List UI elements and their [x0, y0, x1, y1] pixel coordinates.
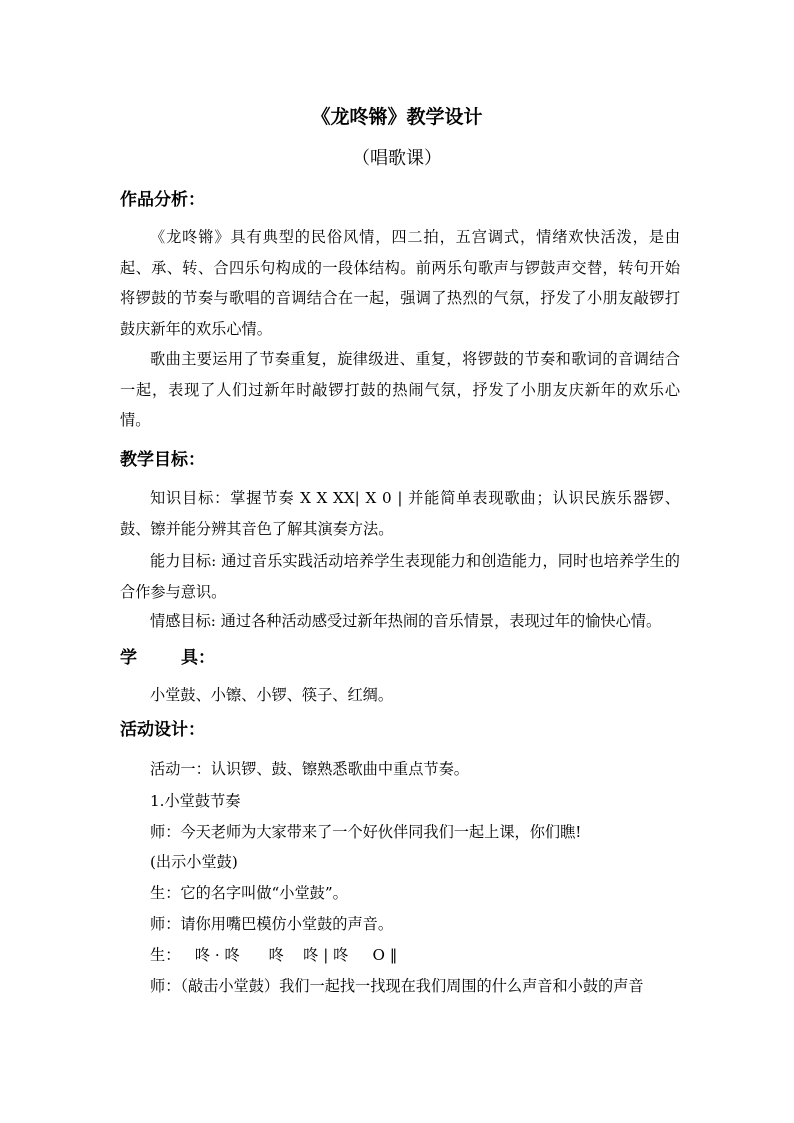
tools-heading-part-a: 学 — [120, 648, 137, 668]
activity-line: 师：（敲击小堂鼓）我们一起找一找现在我们周围的什么声音和小鼓的声音 — [150, 977, 644, 995]
tools-heading-part-b: 具： — [181, 648, 215, 668]
document-subtitle: （唱歌课） — [352, 148, 442, 169]
goal-knowledge: 知识目标：掌握节奏 X X XX| X 0 | 并能简单表现歌曲；认识民族乐器锣、鼓、镲并能分辨其音色了解其演奏方法。 — [120, 489, 680, 538]
goal-emotion: 情感目标: 通过各种活动感受过新年热闹的音乐情景，表现过年的愉快心情。 — [150, 612, 662, 630]
analysis-paragraph-1: 《龙咚锵》具有典型的民俗风情，四二拍，五宫调式，情绪欢快活泼，是由起、承、转、合四乐句构成的一段体结构。前两乐句歌声与锣鼓声交替，转句开始将锣鼓的节奏与歌唱的音调结合在一起，强调了热烈的气氛，抒发了小朋友敲锣打鼓庆新年的欢乐心情。 — [120, 228, 680, 338]
analysis-paragraph-2: 歌曲主要运用了节奏重复，旋律级进、重复，将锣鼓的节奏和歌词的音调结合一起，表现了人们过新年时敲锣打鼓的热闹气氛，抒发了小朋友庆新年的欢乐心情。 — [120, 350, 680, 429]
section-heading-activity: 活动设计： — [120, 720, 205, 740]
activity-line: 师：请你用嘴巴模仿小堂鼓的声音。 — [150, 915, 393, 933]
goal-ability: 能力目标: 通过音乐实践活动培养学生表现能力和创造能力，同时也培养学生的合作参与意识。 — [120, 552, 680, 601]
activity-line: 师：今天老师为大家带来了一个好伙伴同我们一起上课，你们瞧! — [150, 823, 582, 841]
activity-line-rhythm: 生： 咚 · 咚 咚 咚 | 咚 O ‖ — [150, 946, 398, 964]
activity-line: 1.小堂鼓节奏 — [150, 792, 241, 810]
activity-line: (出示小堂鼓) — [150, 853, 238, 871]
document-title: 《龙咚锵》教学设计 — [311, 106, 483, 128]
tools-list: 小堂鼓、小镲、小锣、筷子、红绸。 — [150, 686, 393, 704]
section-heading-goals: 教学目标： — [120, 450, 205, 470]
section-heading-analysis: 作品分析： — [120, 190, 205, 210]
section-heading-tools — [120, 646, 215, 670]
activity-line: 生：它的名字叫做“小堂鼓”。 — [150, 884, 348, 902]
activity-line: 活动一：认识锣、鼓、镲熟悉歌曲中重点节奏。 — [150, 760, 469, 778]
